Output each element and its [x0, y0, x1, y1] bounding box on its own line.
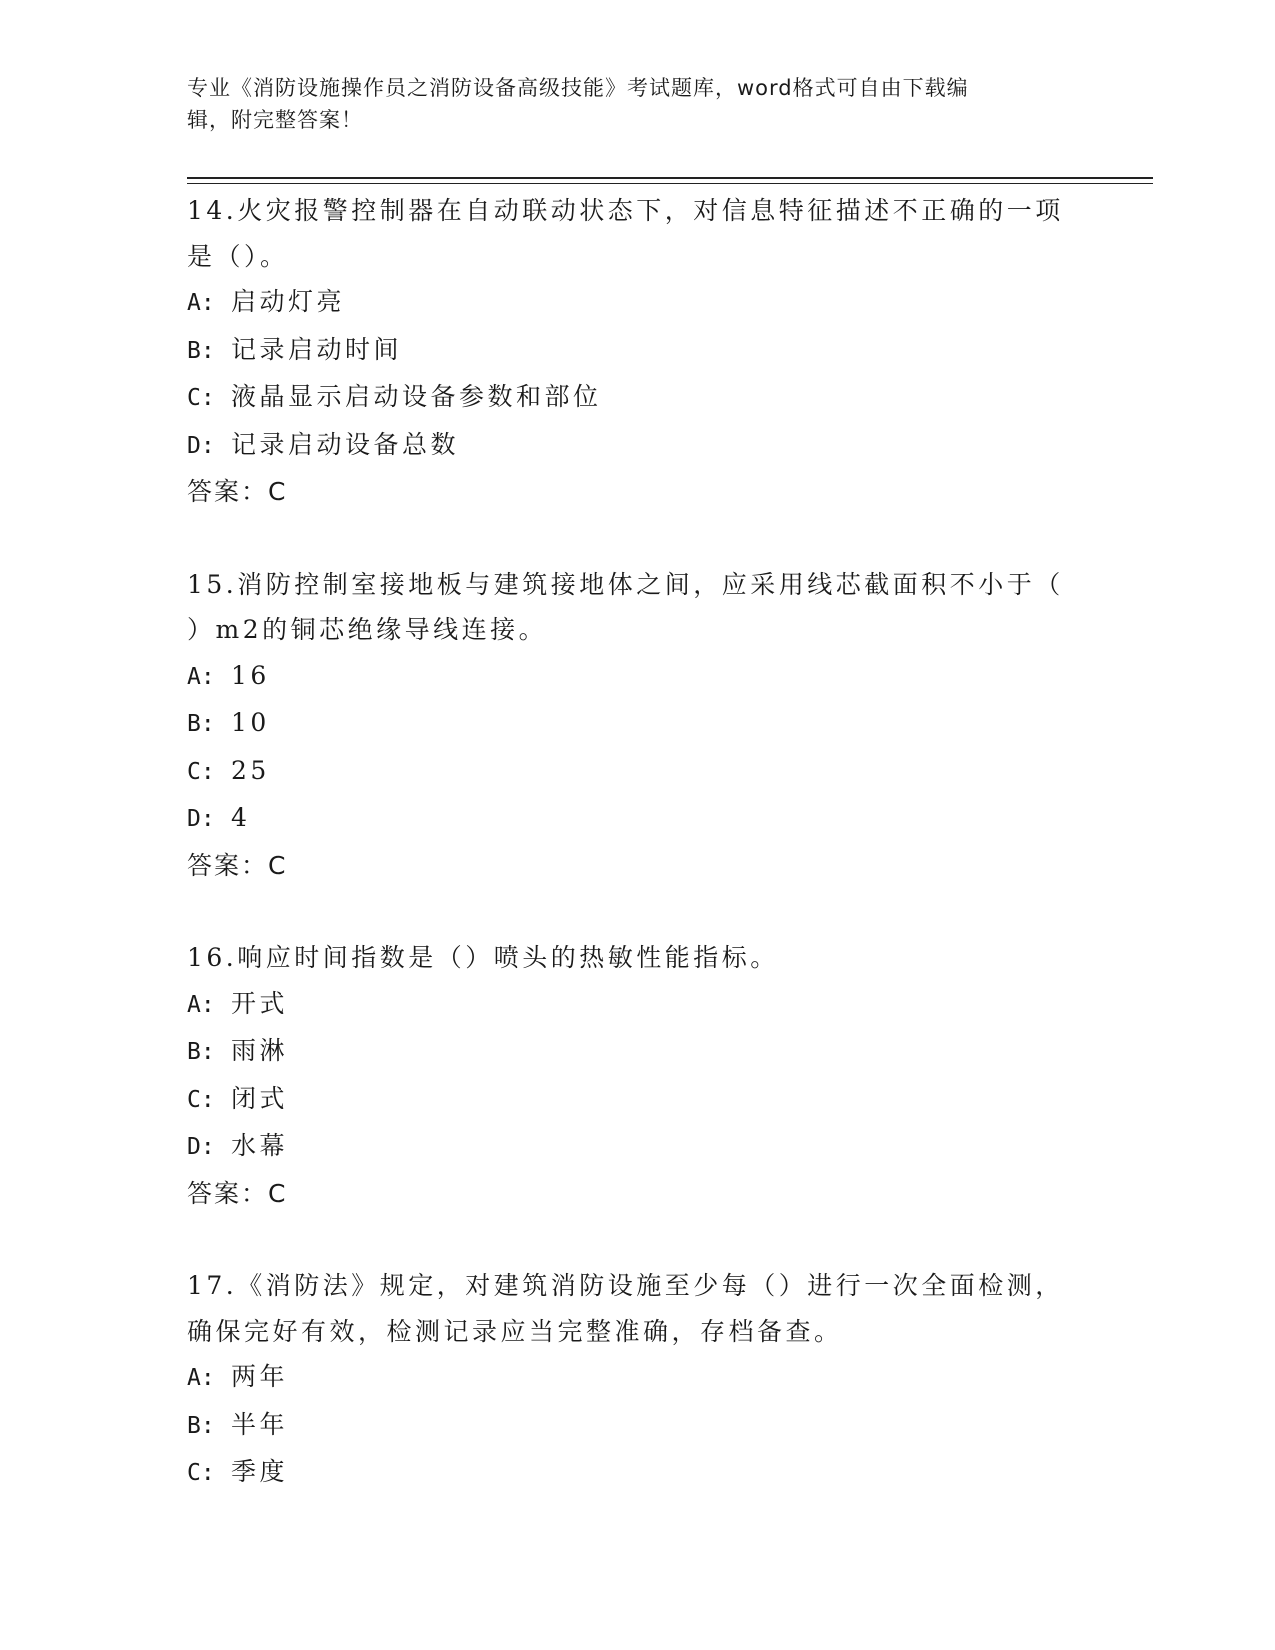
question-stem-line: 14.火灾报警控制器在自动联动状态下，对信息特征描述不正确的一项 [187, 196, 1064, 225]
option-label: C: [187, 1460, 215, 1486]
option-label: B: [187, 1039, 215, 1065]
question-15 [187, 562, 1087, 889]
option-a [187, 981, 1087, 1029]
option-label: A: [187, 663, 215, 690]
question-list [187, 188, 1087, 1544]
option-label: A: [187, 1365, 215, 1391]
option-c [187, 748, 1087, 796]
question-stem-line: 15.消防控制室接地板与建筑接地体之间，应采用线芯截面积不小于（ [187, 569, 1064, 599]
option-label: A: [187, 991, 215, 1018]
question-stem-line: ）m2的铜芯绝缘导线连接。 [187, 615, 548, 644]
option-text: 两年 [231, 1362, 289, 1391]
option-d [187, 422, 1087, 470]
option-d [187, 1123, 1087, 1171]
option-d [187, 795, 1087, 843]
question-stem-line: 是（）。 [187, 241, 289, 271]
option-text: 启动灯亮 [231, 287, 346, 316]
option-text: 水幕 [231, 1131, 289, 1160]
option-b [187, 1028, 1087, 1076]
option-label: B: [187, 711, 215, 737]
option-b [187, 1402, 1087, 1450]
header-line-2: 辑，附完整答案！ [187, 108, 363, 132]
option-text: 记录启动时间 [231, 334, 403, 364]
option-b [187, 327, 1087, 375]
option-a [187, 653, 1087, 701]
question-stem-line: 17.《消防法》规定，对建筑消防设施至少每（）进行一次全面检测， [187, 1271, 1064, 1300]
question-14 [187, 188, 1087, 515]
option-label: D: [187, 806, 215, 832]
option-text: 开式 [231, 988, 289, 1018]
option-label: B: [187, 337, 215, 364]
question-stem [187, 188, 1087, 279]
option-label: B: [187, 1412, 215, 1439]
option-label: D: [187, 1134, 215, 1160]
option-text: 液晶显示启动设备参数和部位 [231, 382, 602, 411]
option-text: 季度 [231, 1457, 289, 1486]
question-stem-line: 确保完好有效，检测记录应当完整准确，存档备查。 [187, 1316, 843, 1346]
option-text: 记录启动设备总数 [231, 429, 460, 459]
header-divider-thin [187, 183, 1153, 184]
answer-line: 答案：C [187, 1178, 288, 1208]
question-stem [187, 562, 1087, 653]
document-header [187, 72, 1087, 136]
option-c [187, 1076, 1087, 1124]
option-label: D: [187, 432, 215, 459]
option-text: 10 [231, 708, 270, 737]
question-17 [187, 1263, 1087, 1497]
option-text: 4 [231, 803, 251, 832]
option-a [187, 1354, 1087, 1402]
option-c [187, 1449, 1087, 1497]
question-stem-line: 16.响应时间指数是（）喷头的热敏性能指标。 [187, 943, 779, 972]
answer-line: 答案：C [187, 477, 288, 506]
header-line-1: 专业《消防设施操作员之消防设备高级技能》考试题库，word格式可自由下载编 [187, 76, 969, 100]
option-text: 16 [231, 660, 270, 690]
option-b [187, 700, 1087, 748]
option-label: A: [187, 290, 215, 316]
option-c [187, 374, 1087, 422]
question-16 [187, 935, 1087, 1216]
option-text: 25 [231, 755, 270, 785]
option-text: 半年 [231, 1409, 289, 1439]
option-label: C: [187, 1086, 215, 1113]
option-label: C: [187, 758, 215, 785]
option-text: 闭式 [231, 1083, 289, 1113]
header-divider-thick [187, 177, 1153, 179]
answer-line: 答案：C [187, 850, 288, 880]
option-label: C: [187, 385, 215, 411]
question-stem [187, 1263, 1087, 1354]
option-a [187, 279, 1087, 327]
option-text: 雨淋 [231, 1036, 289, 1065]
question-stem [187, 935, 1087, 981]
